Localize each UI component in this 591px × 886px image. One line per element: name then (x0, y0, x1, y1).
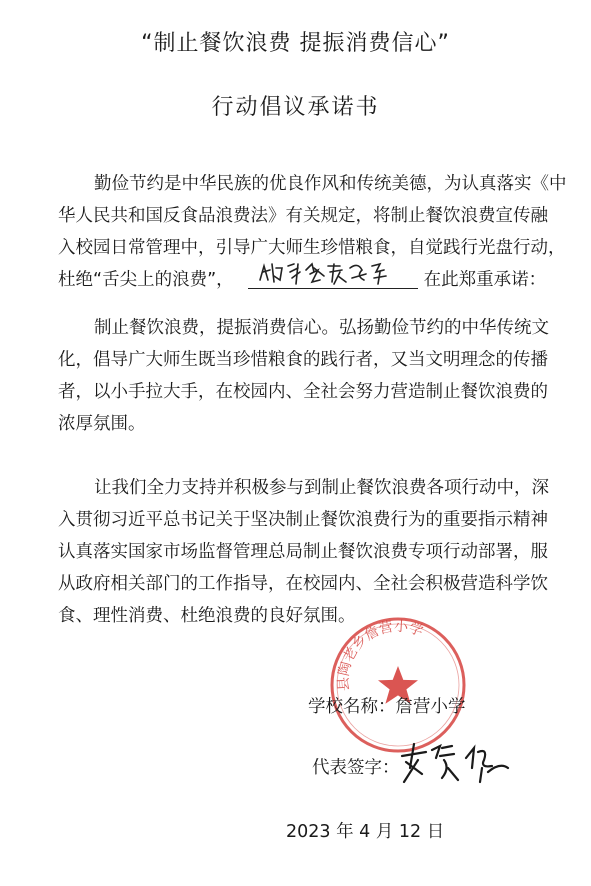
paragraph-line: 化，倡导广大师生既当珍惜粮食的践行者，又当文明理念的传播 (58, 350, 548, 370)
paragraph-line: 华人民共和国反食品浪费法》有关规定，将制止餐饮浪费宣传融 (58, 206, 548, 226)
representative-label: 代表签字： (312, 758, 400, 778)
school-name-value: 詹营小学 (395, 697, 466, 717)
paragraph-call-to-action (58, 472, 549, 632)
paragraph-line: 者，以小手拉大手，在校园内、全社会努力营造制止餐饮浪费的 (58, 382, 548, 402)
paragraph-line: 制止餐饮浪费，提振消费信心。弘扬勤俭节约的中华传统文 (94, 318, 549, 338)
paragraph-line: 浓厚氛围。 (58, 414, 146, 434)
seal-text-path: 县陶老乡詹营小学 (335, 618, 426, 692)
paragraph-commitment (58, 312, 549, 440)
paragraph-line: 认真落实国家市场监督管理总局制止餐饮浪费专项行动部署，服 (58, 542, 548, 562)
paragraph-line: 入贯彻习近平总书记关于坚决制止餐饮浪费行为的重要指示精神 (58, 510, 548, 530)
paragraph-line: 让我们全力支持并积极参与到制止餐饮浪费各项行动中，深 (94, 478, 549, 498)
representative-signature-row (312, 754, 400, 779)
paragraph-line-with-blank (58, 264, 547, 296)
document-title: “制止餐饮浪费 提振消费信心” (141, 31, 450, 56)
handwritten-fill-blank (248, 266, 418, 289)
school-name-row (308, 693, 466, 718)
paragraph-line-part: 杜绝“舌尖上的浪费”， (58, 270, 234, 290)
paragraph-line: 入校园日常管理中，引导广大师生珍惜粮食，自觉践行光盘行动， (58, 238, 566, 258)
document-date: 2023 年 4 月 12 日 (286, 822, 445, 842)
handwritten-school-name-image (254, 258, 404, 288)
paragraph-line: 勤俭节约是中华民族的优良作风和传统美德，为认真落实《中 (94, 174, 567, 194)
paragraph-line-part: 在此郑重承诺： (423, 270, 547, 290)
handwritten-signature-image (396, 738, 516, 792)
paragraph-line: 从政府相关部门的工作指导，在校园内、全社会积极营造科学饮 (58, 574, 548, 594)
paragraph-intro (58, 168, 567, 296)
document-subtitle: 行动倡议承诺书 (211, 95, 380, 120)
school-name-label: 学校名称： (308, 697, 396, 717)
paragraph-line: 食、理性消费、杜绝浪费的良好氛围。 (58, 606, 356, 626)
